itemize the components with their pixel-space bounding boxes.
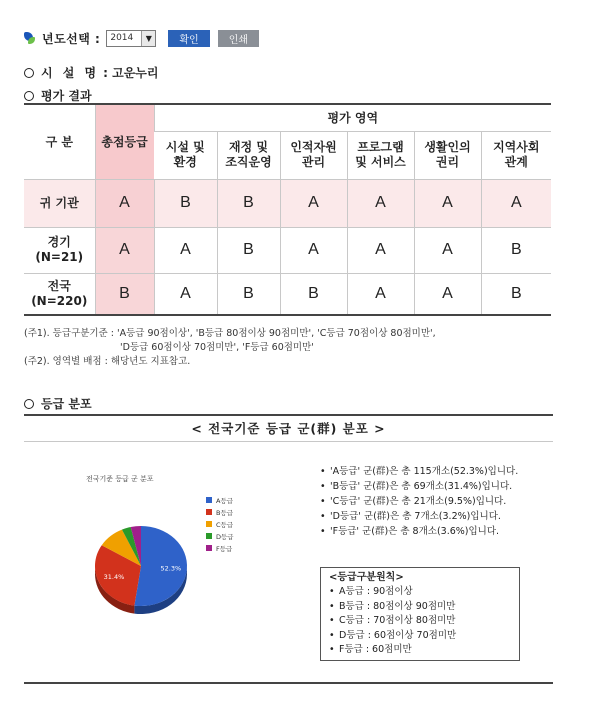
criteria-item: • C등급 : 70점이상 80점미만 — [329, 615, 456, 627]
legend-swatch — [206, 545, 212, 551]
chart-legend — [206, 494, 234, 554]
print-button[interactable]: 인쇄 — [218, 30, 259, 47]
criteria-item: • D등급 : 60점이상 70점미만 — [329, 629, 457, 641]
bullet-icon — [24, 32, 36, 44]
row-national — [24, 273, 551, 315]
stat-item: • 'B등급' 군(群)은 총 69개소(31.4%)입니다. — [320, 481, 513, 492]
legend-swatch — [206, 509, 212, 515]
area-grade-cell: A — [414, 273, 481, 315]
stat-item: • 'C등급' 군(群)은 총 21개소(9.5%)입니다. — [320, 496, 507, 507]
area-grade-cell: B — [217, 273, 280, 315]
area-grade-cell: B — [481, 227, 551, 273]
distribution-header: < 전국기준 등급 군(群) 분포 > — [24, 416, 553, 442]
grade-distribution-title: 등급 분포 — [24, 395, 92, 412]
area-grade-cell: A — [154, 273, 217, 315]
header-evaluation-area: 평가 영역 — [154, 104, 551, 131]
criteria-item: • A등급 : 90점이상 — [329, 586, 413, 597]
year-selector-bar — [24, 28, 267, 48]
facility-name: : 고운누리 — [103, 66, 159, 80]
row-label: 전국 (N=220) — [24, 273, 95, 315]
criteria-item: • B등급 : 80점이상 90점미만 — [329, 600, 456, 612]
header-area-1: 시설 및 환경 — [154, 131, 217, 179]
row-label: 경기 (N=21) — [24, 227, 95, 273]
header-total-grade: 총점등급 — [95, 104, 154, 179]
notes — [24, 327, 436, 369]
total-grade-cell: B — [95, 273, 154, 315]
area-grade-cell: B — [154, 179, 217, 227]
pie-chart-svg — [56, 466, 276, 626]
area-grade-cell: A — [280, 227, 347, 273]
area-grade-cell: A — [481, 179, 551, 227]
area-grade-cell: B — [280, 273, 347, 315]
area-grade-cell: A — [347, 179, 414, 227]
header-area-4: 프로그램 및 서비스 — [347, 131, 414, 179]
note-2: (주2). 영역별 배점 : 해당년도 지표참고. — [24, 356, 191, 367]
circle-bullet-icon — [24, 68, 34, 78]
note-1-cont: 'D등급 60점이상 70점미만', 'F등급 60점미만' — [120, 342, 314, 353]
area-grade-cell: A — [347, 227, 414, 273]
header-area-6: 지역사회 관계 — [481, 131, 551, 179]
facility-label: 시 설 명 — [41, 66, 100, 80]
header-area-2: 재정 및 조직운영 — [217, 131, 280, 179]
pie-data-label: 52.3% — [160, 564, 182, 573]
evaluation-table — [24, 103, 551, 316]
legend-item: D등급 — [206, 530, 234, 542]
area-grade-cell: A — [414, 227, 481, 273]
confirm-button[interactable]: 확인 — [168, 30, 209, 47]
circle-bullet-icon — [24, 91, 34, 101]
total-grade-cell: A — [95, 227, 154, 273]
pie-chart — [56, 466, 276, 626]
legend-item: C등급 — [206, 518, 234, 530]
legend-swatch — [206, 521, 212, 527]
legend-item: B등급 — [206, 506, 234, 518]
row-label: 귀 기관 — [24, 179, 95, 227]
note-1: (주1). 등급구분기준 : 'A등급 90점이상', 'B등급 80점이상 90점미만', 'C등급 70점이상 80점미만', — [24, 328, 436, 339]
criteria-title: <등급구분원칙> — [329, 572, 404, 583]
stat-item: • 'A등급' 군(群)은 총 115개소(52.3%)입니다. — [320, 466, 519, 477]
row-gyeonggi — [24, 227, 551, 273]
header-division: 구 분 — [24, 104, 95, 179]
pie-data-label: 31.4% — [103, 573, 125, 582]
row-our-institution — [24, 179, 551, 227]
stat-item: • 'D등급' 군(群)은 총 7개소(3.2%)입니다. — [320, 511, 501, 522]
grade-criteria-box — [320, 567, 520, 661]
area-grade-cell: B — [217, 227, 280, 273]
total-grade-cell: A — [95, 179, 154, 227]
chevron-down-icon[interactable]: ▼ — [141, 31, 155, 46]
year-select[interactable] — [106, 30, 156, 47]
area-grade-cell: B — [217, 179, 280, 227]
year-select-value: 2014 — [110, 33, 134, 43]
area-grade-cell: A — [414, 179, 481, 227]
header-area-5: 생활인의 권리 — [414, 131, 481, 179]
legend-item: A등급 — [206, 494, 234, 506]
year-select-label: 년도선택 : — [42, 31, 101, 46]
chart-title: 전국기준 등급 군 분포 — [86, 475, 154, 483]
legend-item: F등급 — [206, 542, 234, 554]
circle-bullet-icon — [24, 399, 34, 409]
legend-swatch — [206, 497, 212, 503]
criteria-item: • F등급 : 60점미만 — [329, 644, 412, 656]
area-grade-cell: A — [280, 179, 347, 227]
distribution-stats — [320, 464, 518, 539]
area-grade-cell: A — [154, 227, 217, 273]
area-grade-cell: B — [481, 273, 551, 315]
header-area-3: 인적자원 관리 — [280, 131, 347, 179]
legend-swatch — [206, 533, 212, 539]
evaluation-result-title: 평가 결과 — [24, 87, 92, 104]
facility-name-row — [24, 64, 159, 81]
area-grade-cell: A — [347, 273, 414, 315]
stat-item: • 'F등급' 군(群)은 총 8개소(3.6%)입니다. — [320, 526, 500, 537]
